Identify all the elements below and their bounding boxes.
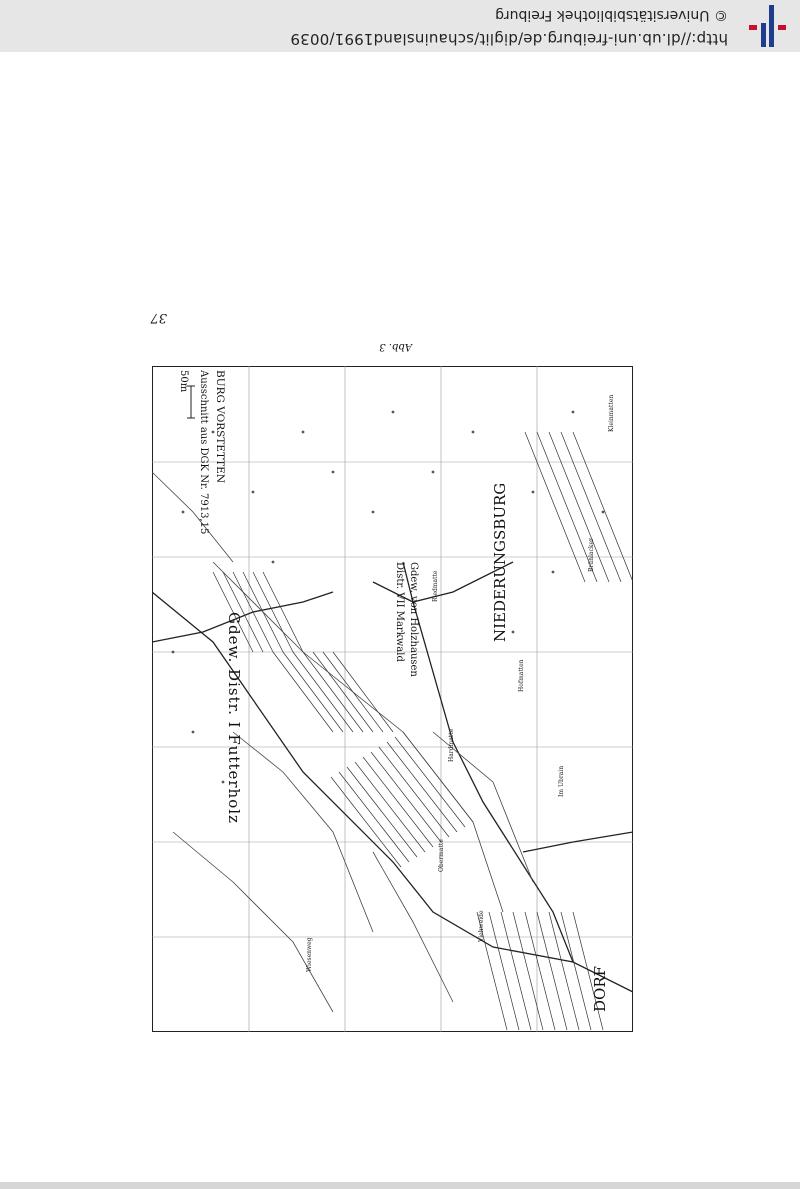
field-name: Riedmatte [432,570,439,602]
caption-source: Ausschnitt aus DGK Nr. 7913,15 [198,370,209,535]
page-number: 37 [150,310,167,325]
field-name: Viehweide [478,910,485,942]
field-name: Im Ubrain [558,765,565,797]
scale-label: 50m [178,370,189,393]
scanned-page [0,52,800,1182]
header-bar [0,0,800,52]
document-url[interactable]: http://dl.ub.uni-freiburg.de/diglit/schauinsland1991/0039 [290,30,728,48]
field-name: Wiesenweg [306,937,313,972]
district-holzhausen-2: Distr. VII Markwald [394,562,405,662]
copyright-notice: © Universitätsbibliothek Freiburg [495,7,728,23]
cadastral-map-figure [152,366,633,1032]
field-name: Obermatte [438,839,445,872]
field-name: Hofmatten [518,659,525,692]
university-logo-icon [744,2,792,50]
header-content-rotated [0,0,800,52]
figure-label: Abb. 3 [379,341,412,352]
field-name: Kleinmatten [608,394,615,432]
field-name: Hardmatte [448,728,455,762]
caption-title: BURG VORSTETTEN [214,370,226,484]
place-dorf: DORF [591,965,609,1012]
place-niederungsburg: NIEDERUNGSBURG [491,482,509,642]
footer-bar [0,1182,800,1189]
rotated-page-content [0,52,800,1182]
district-futterholz: Gdew. Distr. I Futterholz [225,612,243,824]
field-name: Brühlacker [588,538,595,572]
district-holzhausen-1: Gdew. von Holzhausen [408,562,419,677]
